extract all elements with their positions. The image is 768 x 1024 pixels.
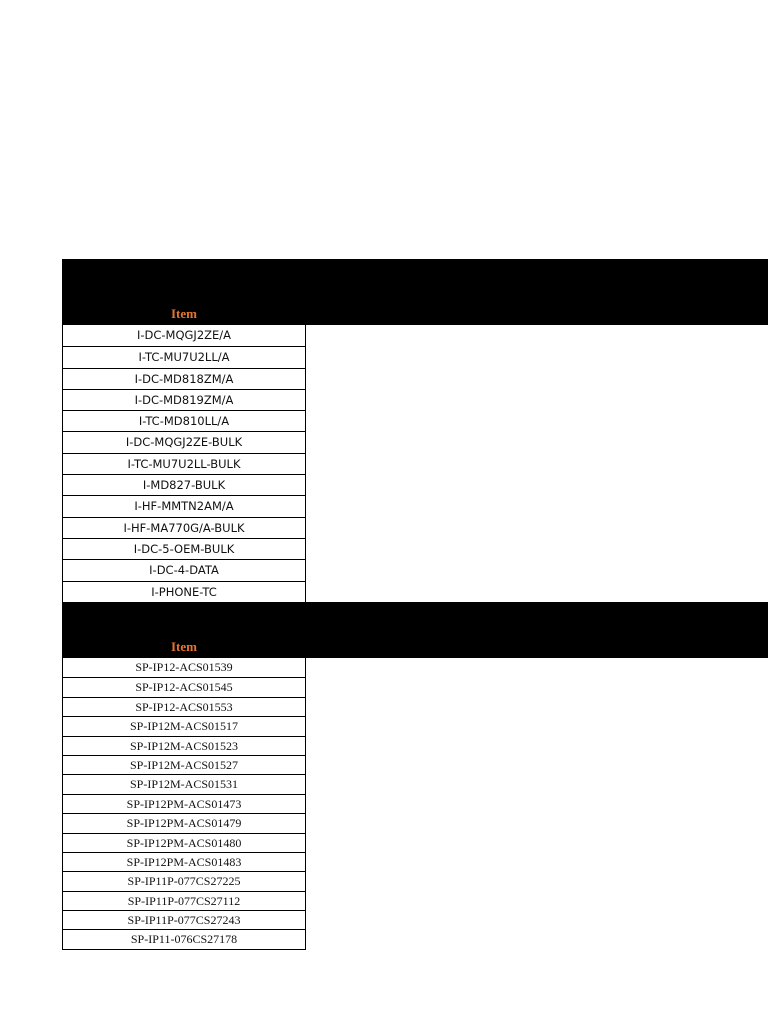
table-row: SP-IP12-ACS01553 <box>63 697 305 716</box>
table-row: SP-IP12-ACS01545 <box>63 677 305 696</box>
item-list <box>62 658 306 950</box>
column-header-item: Item <box>171 639 197 654</box>
column-header-item: Item <box>171 306 197 321</box>
table-row: SP-IP11P-077CS27243 <box>63 910 305 929</box>
table-row: SP-IP11-076CS27178 <box>63 929 305 948</box>
table-row: I-TC-MD810LL/A <box>63 410 305 431</box>
table-row: SP-IP12-ACS01539 <box>135 660 233 674</box>
table-row: I-MD827-BULK <box>63 474 305 495</box>
table-row: SP-IP12PM-ACS01479 <box>63 813 305 832</box>
table-row: I-TC-MU7U2LL-BULK <box>63 453 305 474</box>
table-row: SP-IP12M-ACS01531 <box>63 774 305 793</box>
table-row: I-HF-MMTN2AM/A <box>63 495 305 516</box>
table-row: SP-IP12M-ACS01527 <box>63 755 305 774</box>
item-table-1 <box>62 259 768 603</box>
item-list <box>62 325 306 603</box>
table-header-band <box>62 602 768 658</box>
table-row: SP-IP11P-077CS27112 <box>63 891 305 910</box>
table-row: SP-IP11P-077CS27225 <box>63 871 305 890</box>
table-row: I-DC-MQGJ2ZE-BULK <box>63 431 305 452</box>
item-table-2 <box>62 602 768 950</box>
table-row: I-DC-MQGJ2ZE/A <box>136 328 232 342</box>
table-row: I-TC-MU7U2LL/A <box>63 346 305 367</box>
table-row: I-DC-MD819ZM/A <box>63 389 305 410</box>
table-row: I-DC-4-DATA <box>63 559 305 580</box>
table-row: SP-IP12PM-ACS01473 <box>63 794 305 813</box>
table-row: SP-IP12M-ACS01523 <box>63 736 305 755</box>
table-row: SP-IP12PM-ACS01480 <box>63 833 305 852</box>
table-row: SP-IP12PM-ACS01483 <box>63 852 305 871</box>
table-row: SP-IP12M-ACS01517 <box>63 716 305 735</box>
table-row: I-PHONE-TC <box>63 581 305 602</box>
table-row: I-DC-MD818ZM/A <box>63 368 305 389</box>
table-row: I-HF-MA770G/A-BULK <box>63 517 305 538</box>
table-header-band <box>62 259 768 325</box>
table-row: I-DC-5-OEM-BULK <box>63 538 305 559</box>
